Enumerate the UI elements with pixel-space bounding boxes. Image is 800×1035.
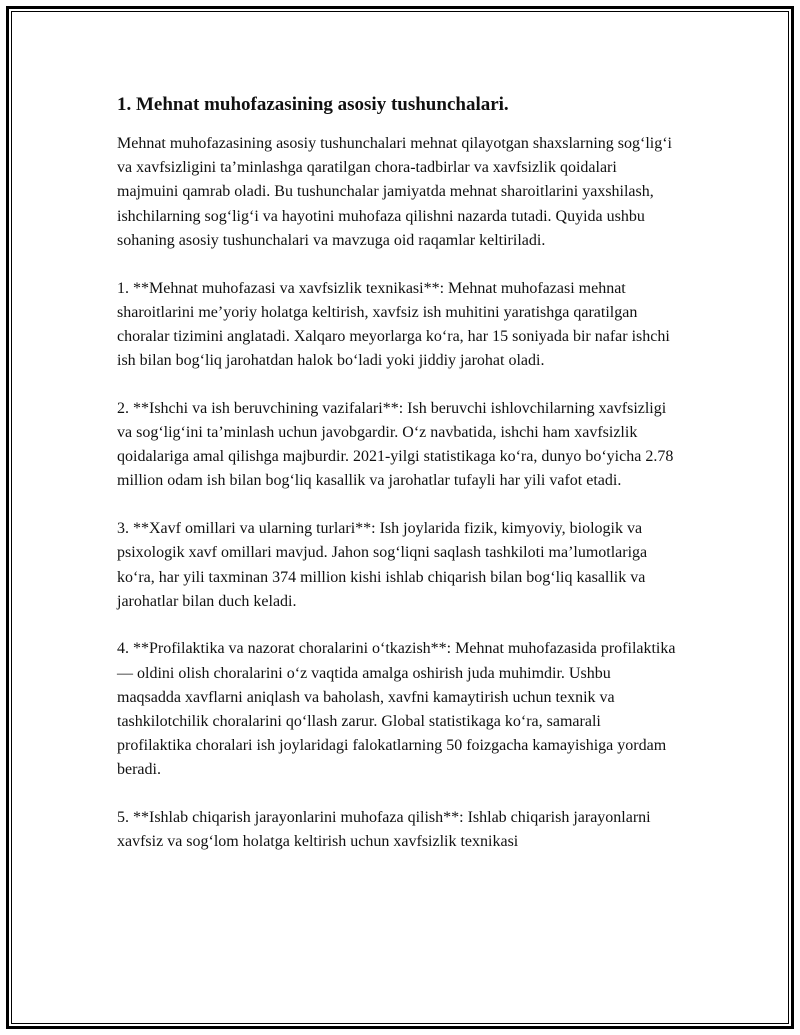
paragraph-2-duties: 2. **Ishchi va ish beruvchining vazifalari**: Ish beruvchi ishlovchilarning xavfsizligi va sog‘lig‘ini ta’minlash uchun javobgardir. O‘z navbatida, ishchi ham xavfsizlik qoidalariga amal qilishga majburdir. 2021-yilgi statistikaga ko‘ra, dunyo bo‘yicha 2.78 million odam ish bilan bog‘liq kasallik va jarohatlar tufayli har yili vafot etadi. [117,399,674,490]
intro-paragraph: Mehnat muhofazasining asosiy tushunchalari mehnat qilayotgan shaxslarning sog‘lig‘i va xavfsizligini ta’minlashga qaratilgan chora-tadbirlar va xavfsizlik qoidalari majmuini qamrab oladi. Bu tushunchalar jamiyatda mehnat sharoitlarini yaxshilash, ishchilarning sog‘lig‘i va hayotini muhofaza qilishni nazarda tutadi. Quyida ushbu sohaning asosiy tushunchalari va mavzuga oid raqamlar keltiriladi. [117,135,672,249]
paragraph-5-production-processes: 5. **Ishlab chiqarish jarayonlarini muhofaza qilish**: Ishlab chiqarish jarayonlarni xavfsiz va sog‘lom holatga keltirish uchun xavfsizlik texnikasi [117,809,651,851]
paragraph-4-prevention: 4. **Profilaktika va nazorat choralarini o‘tkazish**: Mehnat muhofazasida profilaktika — oldini olish choralarini o‘z vaqtida amalga oshirish juda muhimdir. Ushbu maqsadda xavflarni aniqlash va baholash, xavfni kamaytirish uchun texnik va tashkilotchilik choralarini qo‘llash zarur. Global statistikaga ko‘ra, samarali profilaktika choralari ish joylaridagi falokatlarning 50 foizgacha kamayishiga yordam beradi. [117,640,676,779]
document-body [117,92,677,878]
section-heading: 1. Mehnat muhofazasining asosiy tushunchalari. [117,94,509,115]
paragraph-1-occupational-safety: 1. **Mehnat muhofazasi va xavfsizlik texnikasi**: Mehnat muhofazasi mehnat sharoitlarini me’yoriy holatga keltirish, xavfsiz ish muhitini yaratishga qaratilgan choralar tizimini anglatadi. Xalqaro meyorlarga ko‘ra, har 15 soniyada bir nafar ishchi ish bilan bog‘liq jarohatdan halok bo‘ladi yoki jiddiy jarohat oladi. [117,279,670,370]
paragraph-3-hazard-factors: 3. **Xavf omillari va ularning turlari**: Ish joylarida fizik, kimyoviy, biologik va psixologik xavf omillari mavjud. Jahon sog‘liqni saqlash tashkiloti ma’lumotlariga ko‘ra, har yili taxminan 374 million kishi ishlab chiqarish bilan bog‘liq kasallik va jarohatlar bilan duch keladi. [117,520,648,610]
